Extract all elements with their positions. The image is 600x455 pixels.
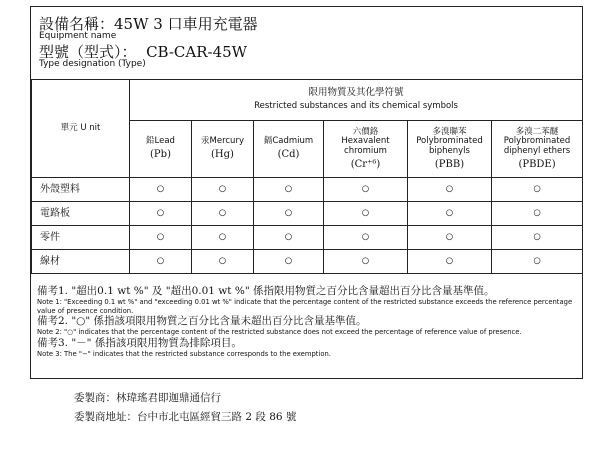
substance-label: Polybrominated	[503, 136, 571, 147]
table-row	[32, 202, 583, 226]
substance-symbol: (Hg)	[211, 149, 234, 161]
note1-cn: 備考1. "超出0.1 wt %" 及 "超出0.01 wt %" 係指限用物質之百分比含量超出百分比含量基準值。	[37, 285, 495, 297]
restricted-substances-table	[31, 79, 583, 274]
substance-symbol: (PBDE)	[518, 158, 556, 170]
note2-en: Note 2: "○" indicates that the percentage content of the restricted substance does not exceed the percentage of reference value of presence.	[37, 328, 522, 336]
compliance-mark: ○	[408, 226, 492, 250]
type-label-cn: 型號（型式）：	[39, 43, 137, 61]
group-header-en: Restricted substances and its chemical symbols	[254, 101, 458, 112]
compliance-mark: ○	[130, 250, 192, 274]
substance-header	[408, 121, 492, 178]
substance-label: chromium	[344, 146, 387, 157]
substance-label: 多溴二苯醚	[515, 126, 559, 137]
row-label: 線材	[32, 250, 130, 274]
compliance-mark: ○	[408, 250, 492, 274]
substances-group-header	[130, 80, 583, 121]
rohs-declaration-frame	[30, 6, 583, 379]
note2-cn: 備考2. "○" 係指該項限用物質之百分比含量未超出百分比含量基準值。	[37, 315, 367, 327]
compliance-mark: ○	[492, 178, 583, 202]
substance-label: 鎘Cadmium	[263, 136, 314, 147]
substance-label: Hexavalent	[341, 136, 390, 147]
group-header-cn: 限用物質及其化學符號	[308, 87, 404, 99]
compliance-mark: ○	[254, 178, 324, 202]
unit-header: 單元 U nit	[32, 80, 130, 178]
substance-header	[130, 121, 192, 178]
table-row	[32, 178, 583, 202]
type-value: CB-CAR-45W	[146, 43, 248, 61]
compliance-mark: ○	[324, 178, 408, 202]
substance-header	[324, 121, 408, 178]
substance-label: biphenyls	[429, 146, 470, 157]
substance-symbol: (Cd)	[277, 149, 300, 161]
compliance-mark: ○	[192, 250, 254, 274]
agent-address: 委製商地址：台中市北屯區經貿三路 2 段 86 號	[74, 411, 297, 423]
substance-label: 多溴聯苯	[432, 126, 467, 137]
note1-en: Note 1: "Exceeding 0.1 wt %" and "exceeding 0.01 wt %" indicate that the percentage content of the restricted substance exceeds the reference percentage value of presence condition.	[37, 298, 573, 315]
note3-cn: 備考3. "－" 係指該項限用物質為排除項目。	[37, 336, 242, 349]
compliance-mark: ○	[254, 202, 324, 226]
agent-name: 委製商：林瑋瑤君即迦鼎通信行	[74, 392, 221, 404]
compliance-mark: ○	[254, 226, 324, 250]
substance-header	[254, 121, 324, 178]
compliance-mark: ○	[324, 250, 408, 274]
row-label: 零件	[32, 226, 130, 250]
compliance-mark: ○	[492, 250, 583, 274]
footer	[74, 389, 296, 427]
compliance-mark: ○	[254, 250, 324, 274]
equipment-name-en: Equipment name	[39, 31, 117, 41]
compliance-mark: ○	[192, 202, 254, 226]
substance-symbol: (Pb)	[150, 149, 171, 161]
substance-symbol: (PBB)	[434, 158, 465, 170]
compliance-mark: ○	[130, 226, 192, 250]
row-label: 電路板	[32, 202, 130, 226]
notes-section	[37, 285, 579, 358]
table-row	[32, 226, 583, 250]
compliance-mark: ○	[130, 178, 192, 202]
compliance-mark: ○	[192, 226, 254, 250]
compliance-mark: ○	[492, 202, 583, 226]
substance-label: diphenyl ethers	[503, 146, 571, 157]
substance-label: Polybrominated	[416, 136, 483, 147]
compliance-mark: ○	[492, 226, 583, 250]
note3-en: Note 3: The "−" indicates that the restricted substance corresponds to the exemption.	[37, 349, 331, 358]
substance-label: 鉛Lead	[146, 136, 175, 147]
substance-header	[192, 121, 254, 178]
compliance-mark: ○	[408, 178, 492, 202]
equipment-name-cn: 設備名稱：45W 3 口車用充電器	[39, 15, 258, 33]
type-designation-en: Type designation (Type)	[39, 59, 146, 69]
compliance-mark: ○	[324, 202, 408, 226]
substance-label: 汞Mercury	[201, 136, 244, 147]
compliance-mark: ○	[408, 202, 492, 226]
substance-label: 六價鉻	[352, 126, 379, 137]
compliance-mark: ○	[130, 202, 192, 226]
compliance-mark: ○	[192, 178, 254, 202]
table-row	[32, 250, 583, 274]
substance-header	[492, 121, 583, 178]
compliance-mark: ○	[324, 226, 408, 250]
row-label: 外殼塑料	[32, 178, 130, 202]
substance-symbol: (Cr⁺⁶)	[350, 158, 381, 170]
